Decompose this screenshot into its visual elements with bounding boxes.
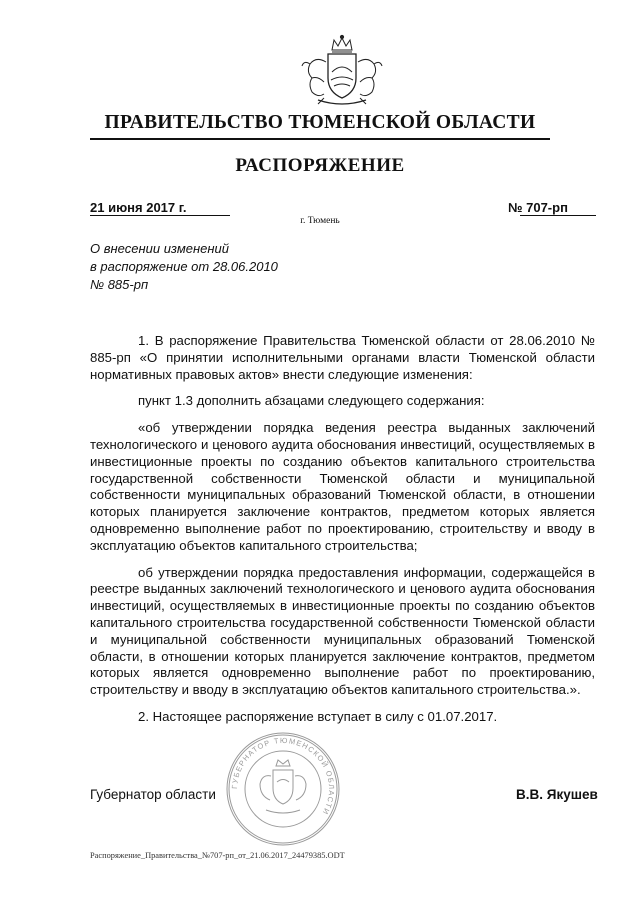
document-body xyxy=(90,333,595,736)
document-subject xyxy=(90,240,278,294)
signatory-name: В.В. Якушев xyxy=(516,787,598,802)
svg-text:ГУБЕРНАТОР ТЮМЕНСКОЙ ОБЛАСТИ xyxy=(230,736,336,817)
organization-title: ПРАВИТЕЛЬСТВО ТЮМЕНСКОЙ ОБЛАСТИ xyxy=(104,112,536,133)
document-number: № 707-рп xyxy=(508,200,568,215)
signatory-position: Губернатор области xyxy=(90,787,216,802)
city: г. Тюмень xyxy=(300,216,340,226)
official-seal-stamp xyxy=(224,730,342,848)
paragraph: пункт 1.3 дополнить абзацами следующего содержания: xyxy=(138,393,485,409)
paragraph: 2. Настоящее распоряжение вступает в силу с 01.07.2017. xyxy=(138,708,498,724)
title-divider xyxy=(90,138,550,140)
footer-filename: Распоряжение_Правительства_№707-рп_от_21.06.2017_24479385.ODT xyxy=(90,851,345,860)
subject-line: в распоряжение от 28.06.2010 xyxy=(90,259,278,274)
seal-ring-text: ГУБЕРНАТОР ТЮМЕНСКОЙ ОБЛАСТИ xyxy=(229,735,337,817)
document-type: РАСПОРЯЖЕНИЕ xyxy=(235,155,405,176)
document-date: 21 июня 2017 г. xyxy=(90,200,187,215)
subject-line: О внесении изменений xyxy=(90,241,229,256)
paragraph: об утверждении порядка предоставления информации, содержащейся в реестре выданных заключений технологического и ценового аудита обоснования инвестиций, осуществляемых в инвестиционные проекты по созданию объектов капитального строительства государственной собственности Тюменской области и муниципальной собственности муниципальных образований Тюменской области, в отношении которых планируется заключение контрактов, предметом которых является одновременно выполнение работ по проектированию, строительству и вводу в эксплуатацию объектов капитального строительства.». xyxy=(90,564,595,698)
coat-of-arms-emblem xyxy=(298,32,386,110)
paragraph: 1. В распоряжение Правительства Тюменской области от 28.06.2010 № 885-рп «О принятии исполнительными органами власти Тюменской области нормативных правовых актов» внести следующие изменения: xyxy=(90,333,595,382)
paragraph: «об утверждении порядка ведения реестра выданных заключений технологического и ценового аудита обоснования инвестиций, осуществляемых в инвестиционные проекты по созданию объектов капитального строительства государственной собственности Тюменской области и муниципальной собственности муниципальных образований Тюменской области, в отношении которых планируется заключение контрактов, предметом которых является одновременно выполнение работ по проектированию, строительству и вводу в эксплуатацию объектов капитального строительства; xyxy=(90,420,595,553)
subject-line: № 885-рп xyxy=(90,277,149,292)
